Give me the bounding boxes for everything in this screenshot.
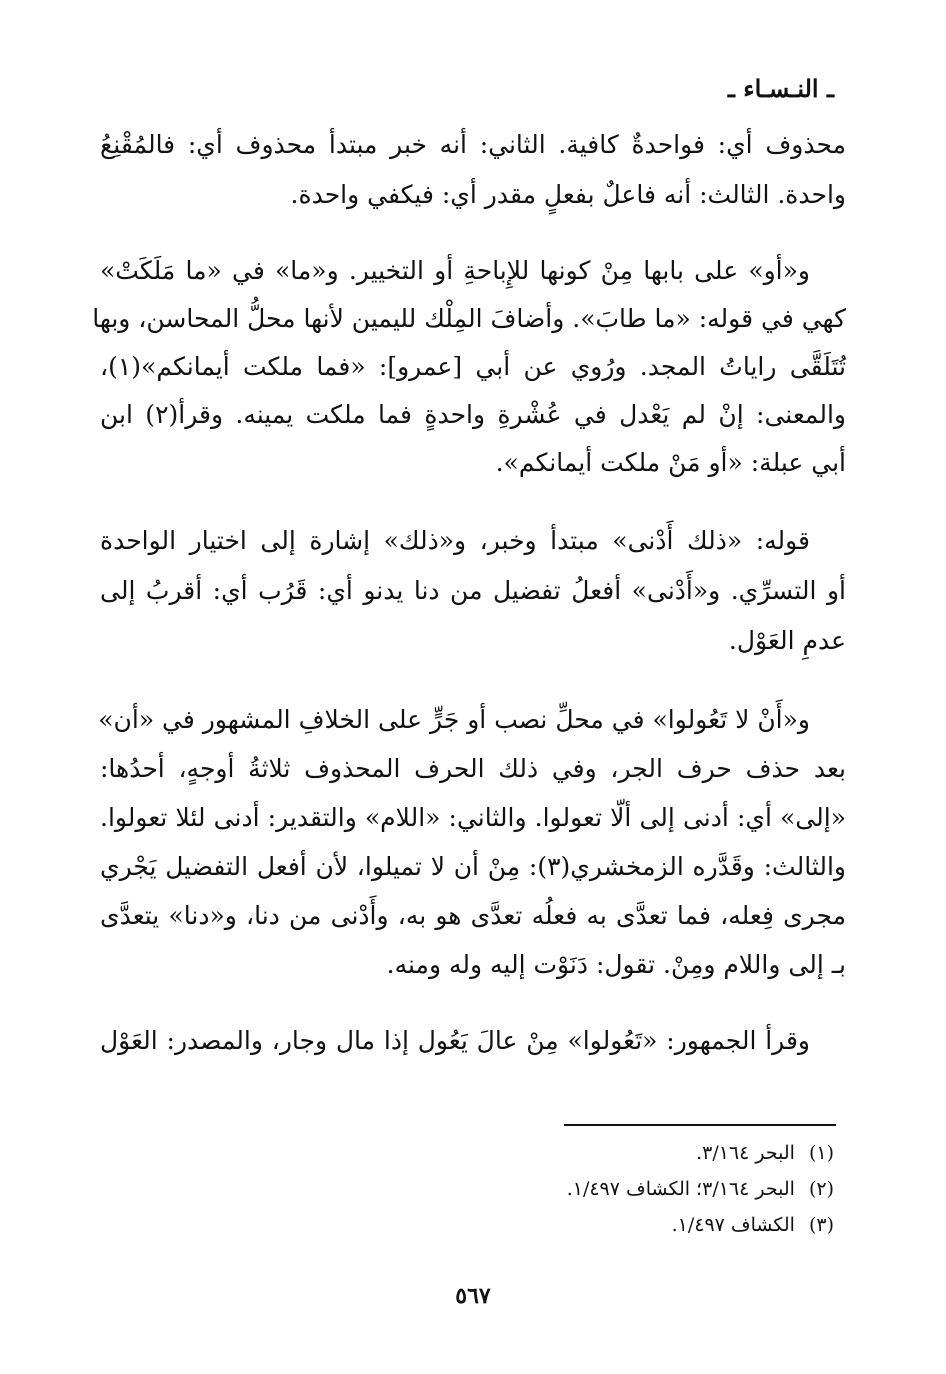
running-head: ـ النـسـاء ـ — [727, 74, 834, 103]
text-line: والثالث: وقَدَّره الزمخشري(٣): مِنْ أن لا تميلوا، لأن أفعل التفضيل يَجْري — [100, 852, 846, 881]
text-line: و«أو» على بابها مِنْ كونها للإِباحةِ أو التخيير. و«ما» في «ما مَلَكَتْ» — [100, 256, 810, 285]
text-line: بـ إلى واللام ومِنْ. تقول: دَنَوْت إليه وله ومنه. — [386, 950, 846, 979]
page-number: ٥٦٧ — [455, 1283, 491, 1309]
text-line: مجرى فِعله، فما تعدَّى به فعلُه تعدَّى هو به، وأَدْنى من دنا، و«دنا» يتعدَّى — [100, 901, 846, 930]
text-line: وقرأ الجمهور: «تَعُولوا» مِنْ عالَ يَعُول إذا مال وجار، والمصدر: العَوْل — [100, 1026, 810, 1055]
footnote-text: البحر ٣/١٦٤؛ الكشاف ١/٤٩٧. — [566, 1178, 795, 1200]
text-line: قوله: «ذلك أَدْنى» مبتدأ وخبر، و«ذلك» إشارة إلى اختيار الواحدة — [100, 526, 810, 555]
text-line: تُتَلَقَّى راياتُ المجد. ورُوي عن أبي [عمرو]: «فما ملكت أيمانكم»(١)، — [100, 352, 846, 381]
text-line: محذوف أي: فواحدةٌ كافية. الثاني: أنه خبر مبتدأ محذوف أي: فالمُقْنِعُ — [100, 130, 846, 159]
footnote-number: (٣) — [808, 1214, 834, 1236]
text-line: بعد حذف حرف الجر، وفي ذلك الحرف المحذوف ثلاثةُ أوجهٍ، أحدُها: — [100, 754, 846, 783]
footnote-separator — [564, 1124, 836, 1126]
footnote-number: (٢) — [808, 1178, 834, 1200]
text-line: عدمِ العَوْل. — [728, 626, 846, 655]
footnote — [696, 1140, 834, 1166]
text-line: واحدة. الثالث: أنه فاعلٌ بفعلٍ مقدر أي: فيكفي واحدة. — [290, 180, 846, 209]
text-line: و«أَنْ لا تَعُولوا» في محلِّ نصب أو جَرٍّ على الخلافِ المشهور في «أن» — [98, 705, 810, 734]
text-line: والمعنى: إنْ لم يَعْدل في عُشْرةِ واحدةٍ فما ملكت يمينه. وقرأ(٢) ابن — [100, 400, 846, 429]
footnote — [567, 1176, 834, 1202]
text-line: كهي في قوله: «ما طابَ». وأضافَ المِلْك لليمين لأنها محلُّ المحاسن، وبها — [92, 304, 846, 333]
text-line: أبي عبلة: «أو مَنْ ملكت أيمانكم». — [495, 448, 846, 477]
footnote-text: الكشاف ١/٤٩٧. — [671, 1214, 795, 1236]
footnote — [672, 1212, 834, 1238]
text-line: أو التسرِّي. و«أَدْنى» أفعلُ تفضيل من دنا يدنو أي: قَرُب أي: أقربُ إلى — [100, 576, 846, 605]
text-line: «إلى» أي: أدنى إلى ألّا تعولوا. والثاني: «اللام» والتقدير: أدنى لئلا تعولوا. — [100, 803, 846, 832]
footnote-text: البحر ٣/١٦٤. — [696, 1142, 795, 1164]
footnote-number: (١) — [808, 1142, 834, 1164]
